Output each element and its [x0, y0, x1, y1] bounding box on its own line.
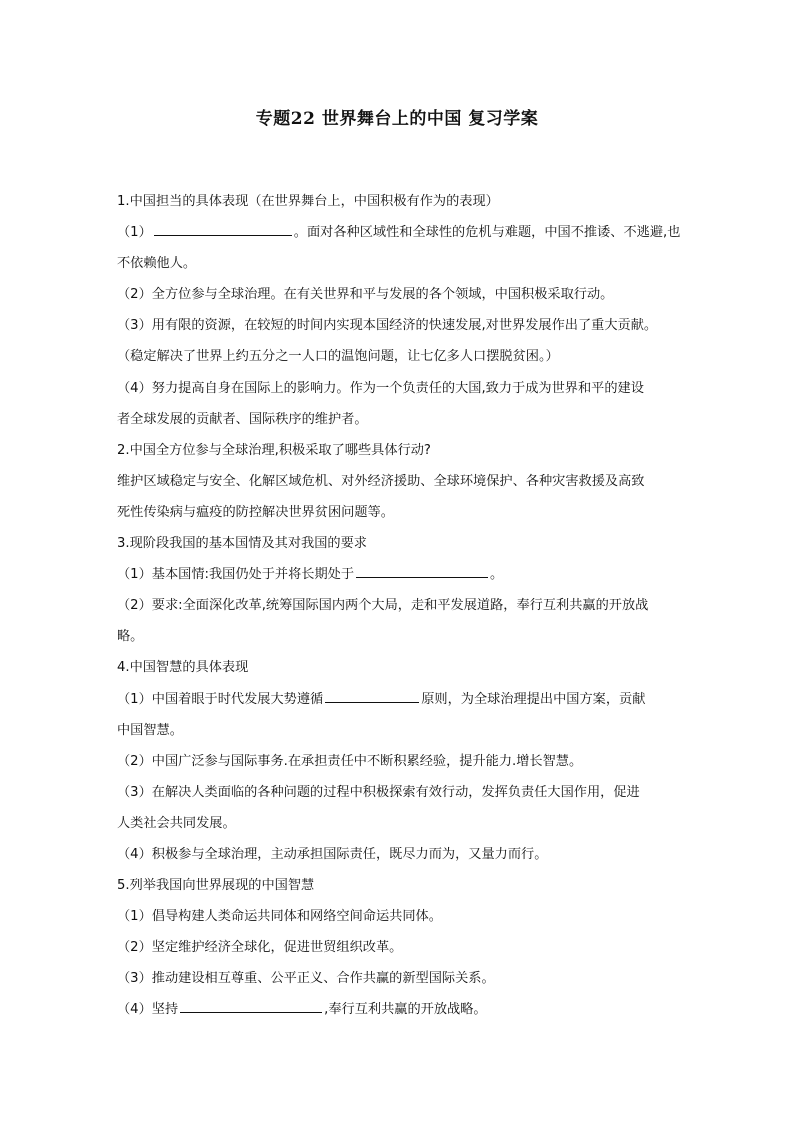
- section-4-item-1: [117, 684, 687, 715]
- item-prefix: （4）坚持: [117, 1002, 179, 1018]
- section-4-item-3: （3）在解决人类面临的各种问题的过程中积极探索有效行动，发挥负责任大国作用，促进: [117, 784, 640, 800]
- section-1-item-1: [117, 217, 687, 248]
- item-text: ,奉行互利共赢的开放战略。: [324, 1002, 487, 1018]
- section-2-answer-continued: 死性传染病与瘟疫的防控解决世界贫困问题等。: [117, 504, 394, 520]
- item-text: 。: [490, 567, 504, 583]
- fill-in-blank[interactable]: [325, 687, 419, 703]
- section-5-heading: 5.列举我国向世界展现的中国智慧: [117, 878, 315, 894]
- section-5-item-4: [117, 994, 687, 1025]
- section-3-item-1: [117, 559, 687, 590]
- section-4-item-1-continued: 中国智慧。: [117, 722, 183, 738]
- section-4-item-3-continued: 人类社会共同发展。: [117, 815, 236, 831]
- item-text: （1）基本国情:我国仍处于并将长期处于: [117, 567, 355, 583]
- fill-in-blank[interactable]: [154, 220, 292, 236]
- section-1-item-1-continued: 不依赖他人。: [117, 256, 197, 272]
- section-4-item-2: （2）中国广泛参与国际事务.在承担责任中不断积累经验，提升能力.增长智慧。: [117, 753, 583, 769]
- section-1-item-2: （2）全方位参与全球治理。在有关世界和平与发展的各个领域，中国积极采取行动。: [117, 287, 614, 303]
- item-text: 。面对各种区域性和全球性的危机与难题，中国不推诿、不逃避,也: [293, 225, 681, 241]
- section-3-item-2-continued: 略。: [117, 629, 144, 645]
- section-3-heading: 3.现阶段我国的基本国情及其对我国的要求: [117, 536, 367, 552]
- fill-in-blank[interactable]: [356, 562, 488, 578]
- section-2-heading: 2.中国全方位参与全球治理,积极采取了哪些具体行动?: [117, 442, 431, 458]
- section-1-item-4-continued: 者全球发展的贡献者、国际秩序的维护者。: [117, 411, 368, 427]
- section-3-item-2: （2）要求:全面深化改革,统筹国际国内两个大局，走和平发展道路，奉行互利共赢的开放战: [117, 598, 649, 614]
- section-2-answer: 维护区域稳定与安全、化解区域危机、对外经济援助、全球环境保护、各种灾害救援及高致: [117, 473, 645, 489]
- item-prefix: （1）: [117, 225, 152, 241]
- section-1-item-3: （3）用有限的资源，在较短的时间内实现本国经济的快速发展,对世界发展作出了重大贡献。: [117, 318, 658, 334]
- section-1-item-3-note: （稳定解决了世界上约五分之一人口的温饱问题，让七亿多人口摆脱贫困。）: [117, 349, 559, 365]
- item-text: 原则，为全球治理提出中国方案，贡献: [421, 691, 646, 707]
- section-1-item-4: （4）努力提高自身在国际上的影响力。作为一个负责任的大国,致力于成为世界和平的建设: [117, 380, 644, 396]
- document-body: [117, 186, 687, 1026]
- section-5-item-2: （2）坚定维护经济全球化，促进世贸组织改革。: [117, 940, 403, 956]
- section-4-item-4: （4）积极参与全球治理，主动承担国际责任，既尽力而为，又量力而行。: [117, 846, 548, 862]
- page-title: 专题22 世界舞台上的中国 复习学案: [255, 109, 539, 129]
- fill-in-blank[interactable]: [180, 997, 322, 1013]
- section-5-item-1: （1）倡导构建人类命运共同体和网络空间命运共同体。: [117, 909, 442, 925]
- section-5-item-3: （3）推动建设相互尊重、公平正义、合作共赢的新型国际关系。: [117, 971, 495, 987]
- section-1-heading: 1.中国担当的具体表现（在世界舞台上，中国积极有作为的表现）: [117, 194, 499, 209]
- section-4-heading: 4.中国智慧的具体表现: [117, 660, 249, 676]
- item-text: （1）中国着眼于时代发展大势遵循: [117, 691, 324, 707]
